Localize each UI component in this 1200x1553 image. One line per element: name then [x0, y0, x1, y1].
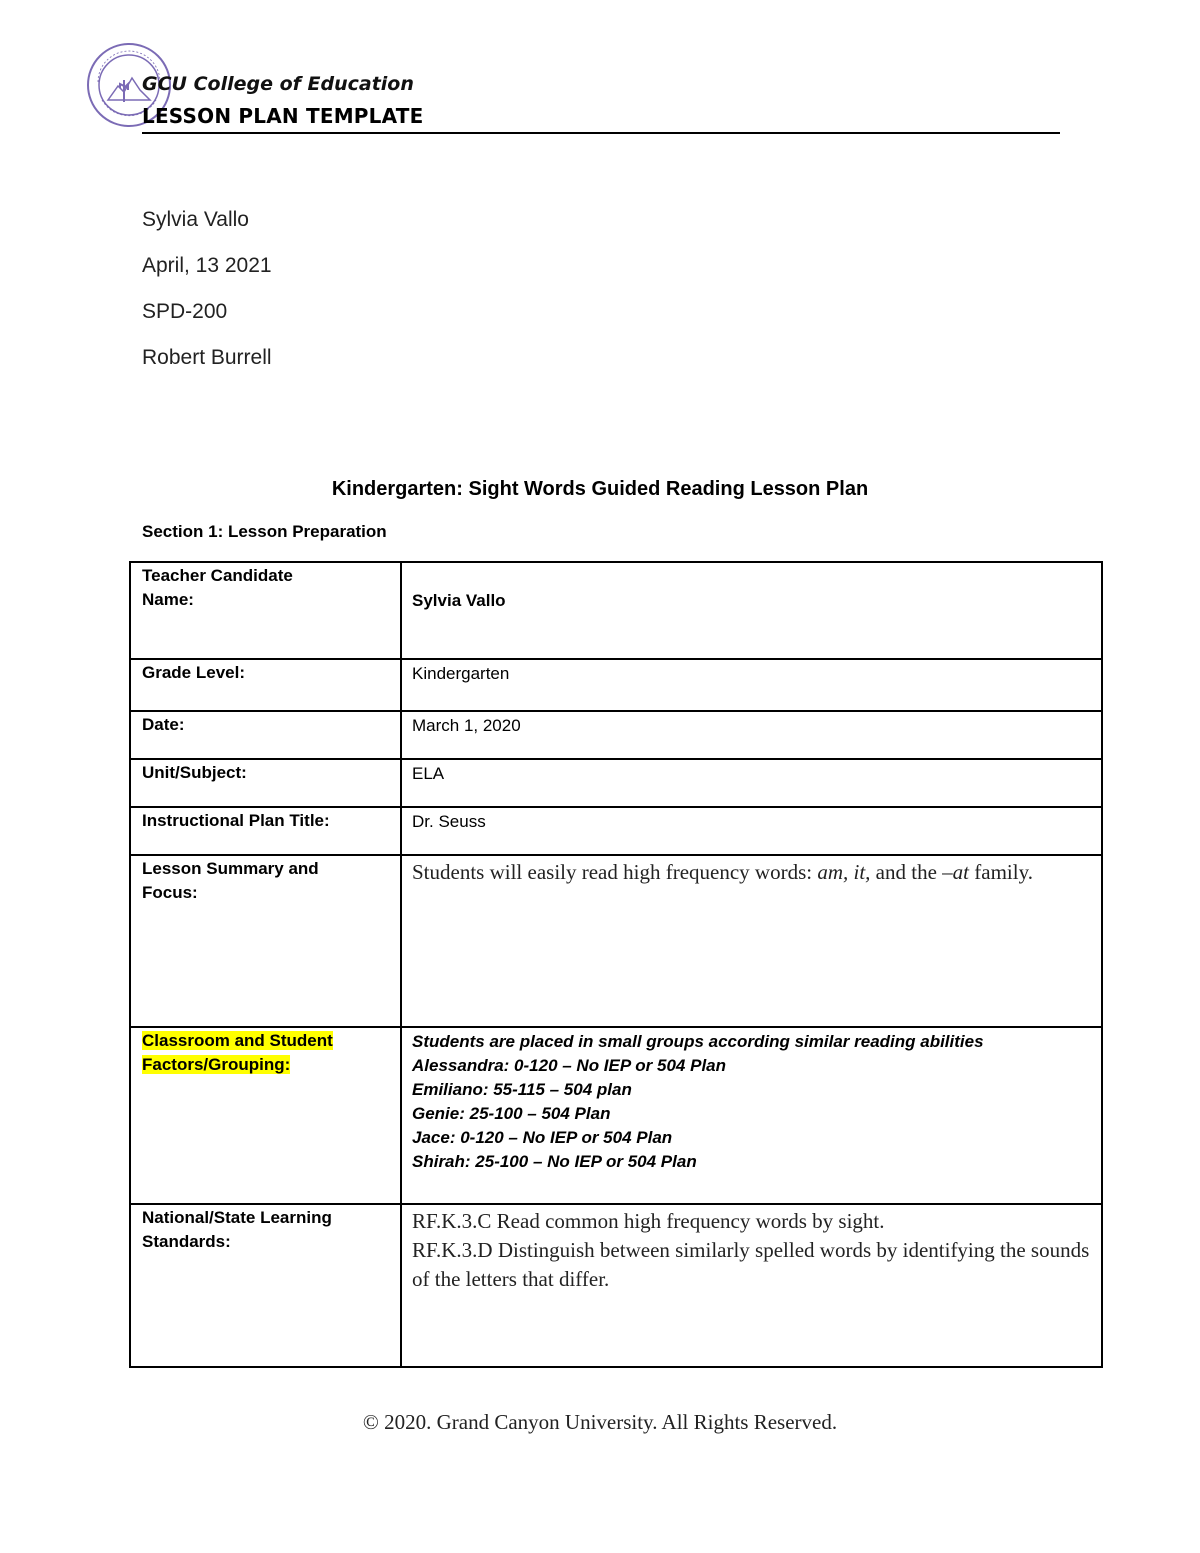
author-name: Sylvia Vallo	[142, 208, 249, 231]
grouping-line: Jace: 0-120 – No IEP or 504 Plan	[412, 1128, 673, 1147]
grade-label: Grade Level:	[130, 659, 401, 711]
template-title: LESSON PLAN TEMPLATE	[142, 104, 424, 128]
grouping-label-line: Classroom and Student	[142, 1031, 333, 1050]
lesson-plan-table	[129, 561, 1103, 1368]
plan-title-value: Dr. Seuss	[401, 807, 1102, 855]
document-title: Kindergarten: Sight Words Guided Reading Lesson Plan	[331, 478, 869, 500]
document-header	[82, 40, 1062, 140]
summary-value	[401, 855, 1102, 1027]
summary-label-line: Lesson Summary and	[142, 859, 319, 878]
standard-item: RF.K.3.D Distinguish between similarly spelled words by identifying the sounds of the letters that differ.	[412, 1238, 1090, 1291]
instructor-name: Robert Burrell	[142, 346, 272, 369]
grouping-line: Shirah: 25-100 – No IEP or 504 Plan	[412, 1152, 697, 1171]
grade-value: Kindergarten	[401, 659, 1102, 711]
unit-value: ELA	[401, 759, 1102, 807]
date-value: March 1, 2020	[401, 711, 1102, 759]
grouping-line: Emiliano: 55-115 – 504 plan	[412, 1080, 632, 1099]
grouping-line: Genie: 25-100 – 504 Plan	[412, 1104, 611, 1123]
teacher-label-line: Teacher Candidate	[142, 566, 293, 585]
teacher-label	[130, 562, 401, 659]
summary-label	[130, 855, 401, 1027]
summary-label-line: Focus:	[142, 883, 198, 902]
table-row	[130, 711, 1102, 759]
college-name: GCU College of Education	[142, 73, 414, 95]
copyright-footer: © 2020. Grand Canyon University. All Rights Reserved.	[362, 1410, 838, 1434]
table-row	[130, 807, 1102, 855]
grouping-line: Alessandra: 0-120 – No IEP or 504 Plan	[412, 1056, 727, 1075]
author-block	[142, 206, 272, 390]
table-row	[130, 1204, 1102, 1367]
table-row	[130, 855, 1102, 1027]
teacher-value-cell	[401, 562, 1102, 659]
grouping-label	[130, 1027, 401, 1204]
table-row	[130, 562, 1102, 659]
standards-label	[130, 1204, 401, 1367]
grouping-value	[401, 1027, 1102, 1204]
table-row	[130, 1027, 1102, 1204]
course-code: SPD-200	[142, 300, 228, 323]
date-label: Date:	[130, 711, 401, 759]
grouping-label-line: Factors/Grouping:	[142, 1055, 291, 1074]
grouping-line: Students are placed in small groups according similar reading abilities	[412, 1032, 984, 1051]
table-row	[130, 759, 1102, 807]
unit-label: Unit/Subject:	[130, 759, 401, 807]
submission-date: April, 13 2021	[142, 254, 272, 277]
standards-value	[401, 1204, 1102, 1367]
standards-label-line: Standards:	[142, 1232, 231, 1251]
table-row	[130, 659, 1102, 711]
header-divider	[142, 132, 1060, 134]
teacher-value: Sylvia Vallo	[412, 591, 506, 610]
section-title: Section 1: Lesson Preparation	[142, 522, 387, 541]
teacher-label-line: Name:	[142, 590, 194, 609]
standards-label-line: National/State Learning	[142, 1208, 332, 1227]
standard-item: RF.K.3.C Read common high frequency words by sight.	[412, 1209, 885, 1233]
summary-text: Students will easily read high frequency words: am, it, and the –at family.	[412, 860, 1033, 884]
plan-title-label: Instructional Plan Title:	[130, 807, 401, 855]
